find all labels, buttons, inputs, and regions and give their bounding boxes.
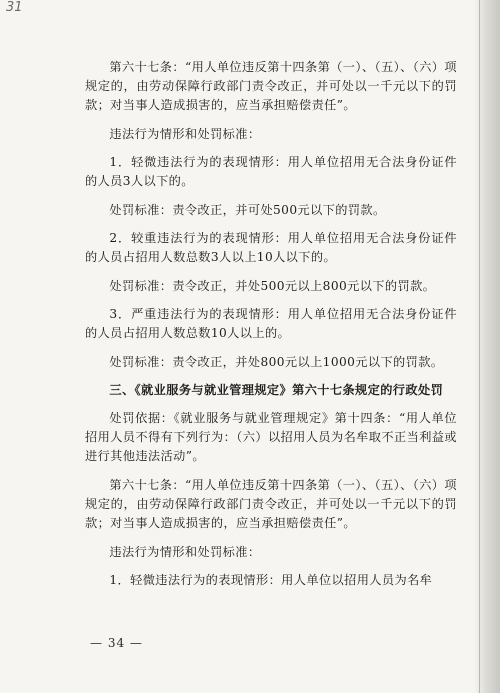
scan-edge bbox=[474, 0, 500, 693]
section-heading: 三、《就业服务与就业管理规定》第六十七条规定的行政处罚 bbox=[109, 383, 444, 397]
paragraph-minor-case-2: 1．轻微违法行为的表现情形：用人单位以招用人员为名牟 bbox=[109, 573, 433, 587]
paragraph-minor-penalty: 处罚标准：责令改正，并可处500元以下的罚款。 bbox=[109, 203, 386, 217]
handwritten-page-mark: 31 bbox=[6, 0, 23, 15]
paragraph-severe-case: 3．严重违法行为的表现情形：用人单位招用无合法身份证件的人员占招用人数总数10人以上的。 bbox=[85, 307, 457, 340]
paragraph-violation-intro: 违法行为情形和处罚标准： bbox=[109, 127, 261, 141]
page-number: — 34 — bbox=[90, 636, 143, 650]
paragraph-article-67: 第六十七条：“用人单位违反第十四条第（一）、（五）、（六）项规定的，由劳动保障行政部门责令改正，并可处以一千元以下的罚款；对当事人造成损害的，应当承担赔偿责任”。 bbox=[85, 60, 457, 112]
paragraph-article-67-repeat: 第六十七条：“用人单位违反第十四条第（一）、（五）、（六）项规定的，由劳动保障行政部门责令改正，并可处以一千元以下的罚款；对当事人造成损害的，应当承担赔偿责任”。 bbox=[85, 478, 457, 530]
paragraph-basis: 处罚依据：《就业服务与就业管理规定》第十四条：“用人单位招用人员不得有下列行为：（六）以招用人员为名牟取不正当利益或进行其他违法活动”。 bbox=[85, 411, 457, 463]
document-body bbox=[85, 58, 457, 600]
scan-edge-line bbox=[479, 0, 480, 693]
paragraph-serious-case: 2．较重违法行为的表现情形：用人单位招用无合法身份证件的人员占招用人数总数3人以上10人以下的。 bbox=[85, 231, 457, 264]
paragraph-violation-intro-2: 违法行为情形和处罚标准： bbox=[109, 545, 261, 559]
paragraph-serious-penalty: 处罚标准：责令改正，并处500元以上800元以下的罚款。 bbox=[109, 279, 436, 293]
paragraph-severe-penalty: 处罚标准：责令改正，并处800元以上1000元以下的罚款。 bbox=[109, 355, 444, 369]
paragraph-minor-case: 1．轻微违法行为的表现情形：用人单位招用无合法身份证件的人员3人以下的。 bbox=[85, 155, 457, 188]
